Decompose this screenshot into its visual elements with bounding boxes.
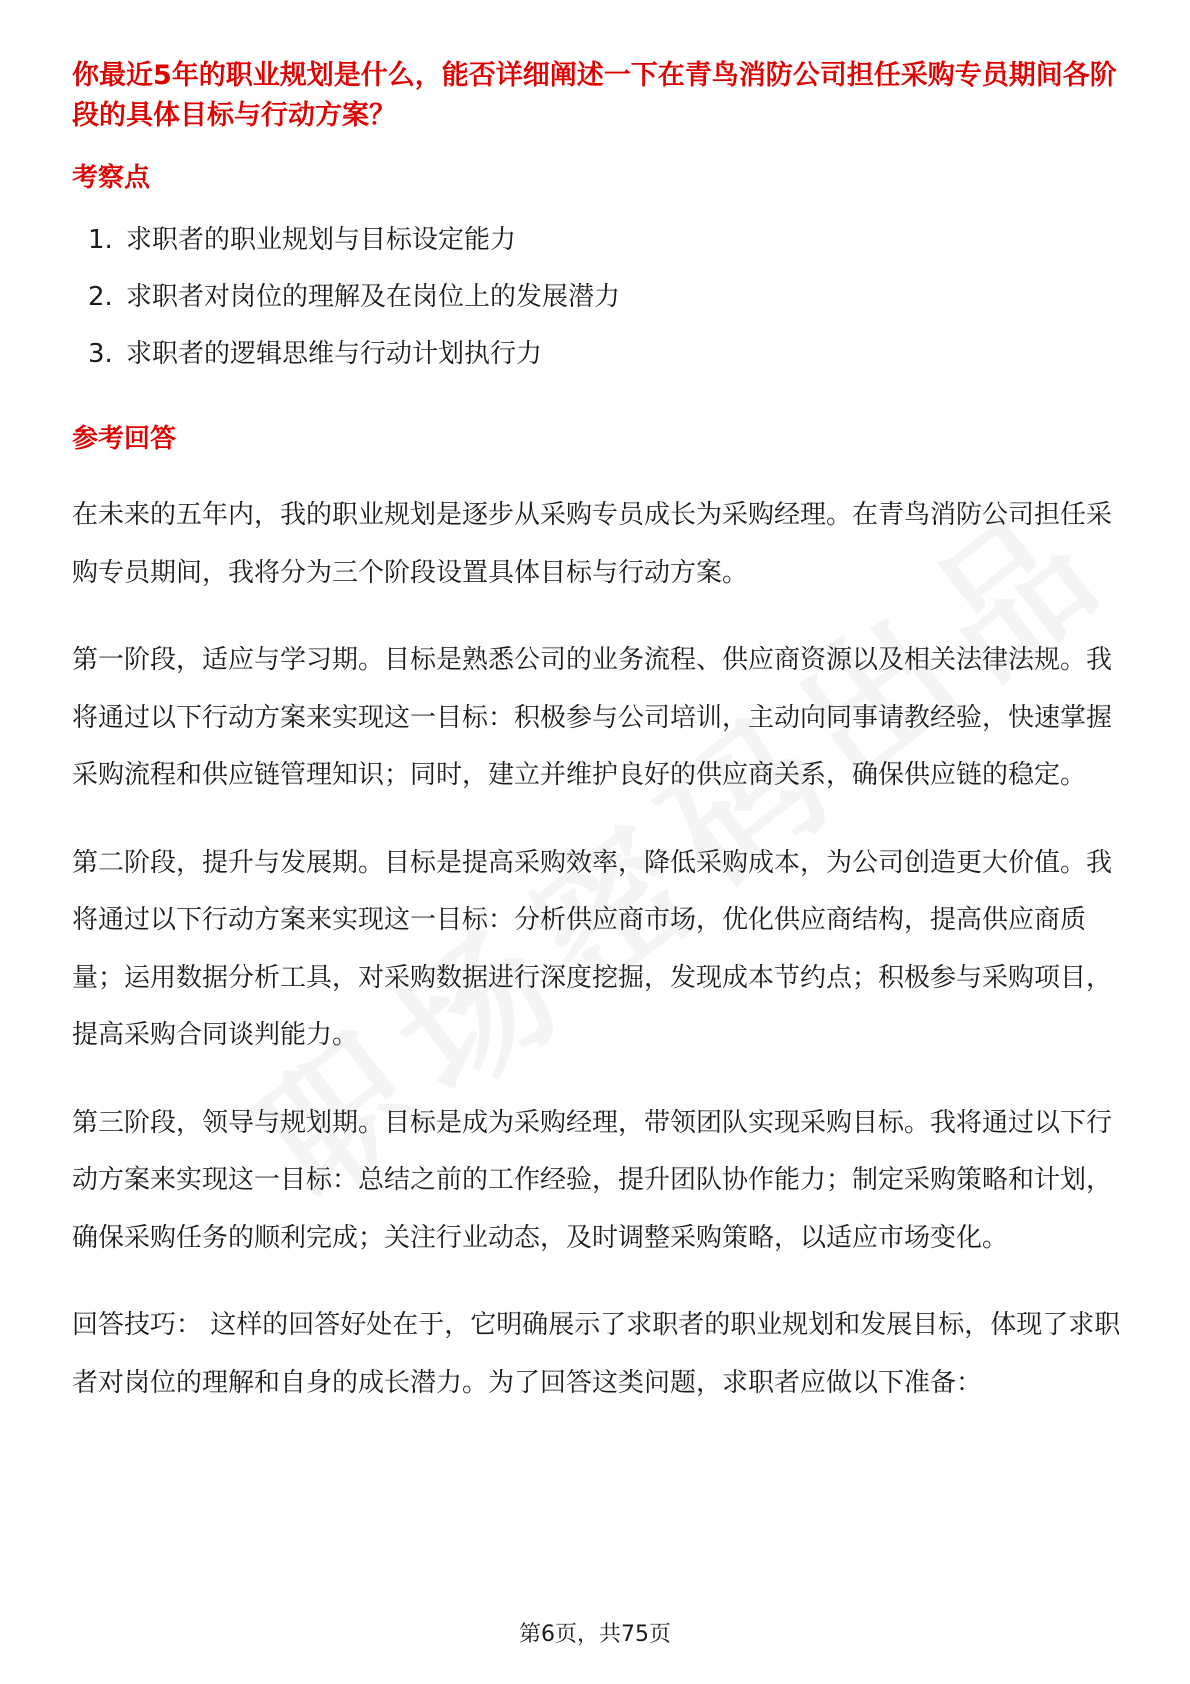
list-number: 2. bbox=[88, 282, 113, 312]
list-item bbox=[72, 220, 1122, 277]
list-text: 求职者对岗位的理解及在岗位上的发展潜力 bbox=[126, 282, 621, 312]
list-text: 求职者的职业规划与目标设定能力 bbox=[126, 225, 517, 255]
list-number: 1. bbox=[88, 225, 113, 255]
list-item bbox=[72, 277, 1122, 334]
page-number: 第6页，共75页 bbox=[519, 1622, 671, 1647]
answer-heading: 参考回答 bbox=[72, 424, 177, 454]
points-list bbox=[72, 220, 1122, 391]
tips-paragraph: 回答技巧： 这样的回答好处在于，它明确展示了求职者的职业规划和发展目标，体现了求职者对岗位的理解和自身的成长潜力。为了回答这类问题，求职者应做以下准备： bbox=[72, 1310, 1121, 1398]
document-page bbox=[72, 56, 1122, 1412]
list-number: 3. bbox=[88, 339, 113, 369]
list-item bbox=[72, 334, 1122, 391]
question-title: 你最近5年的职业规划是什么，能否详细阐述一下在青鸟消防公司担任采购专员期间各阶段的具体目标与行动方案？ bbox=[72, 60, 1117, 131]
points-heading: 考察点 bbox=[72, 163, 151, 193]
answer-paragraph: 第三阶段，领导与规划期。目标是成为采购经理，带领团队实现采购目标。我将通过以下行动方案来实现这一目标：总结之前的工作经验，提升团队协作能力；制定采购策略和计划，确保采购任务的顺利完成；关注行业动态，及时调整采购策略，以适应市场变化。 bbox=[72, 1107, 1113, 1253]
answer-paragraph: 第二阶段，提升与发展期。目标是提高采购效率，降低采购成本，为公司创造更大价值。我将通过以下行动方案来实现这一目标：分析供应商市场，优化供应商结构，提高供应商质量；运用数据分析工具，对采购数据进行深度挖掘，发现成本节约点；积极参与采购项目，提高采购合同谈判能力。 bbox=[72, 847, 1113, 1050]
list-text: 求职者的逻辑思维与行动计划执行力 bbox=[126, 339, 543, 369]
answer-paragraph: 第一阶段，适应与学习期。目标是熟悉公司的业务流程、供应商资源以及相关法律法规。我将通过以下行动方案来实现这一目标：积极参与公司培训，主动向同事请教经验，快速掌握采购流程和供应链管理知识；同时，建立并维护良好的供应商关系，确保供应链的稳定。 bbox=[72, 645, 1113, 790]
answer-paragraph: 在未来的五年内，我的职业规划是逐步从采购专员成长为采购经理。在青鸟消防公司担任采购专员期间，我将分为三个阶段设置具体目标与行动方案。 bbox=[72, 500, 1113, 588]
